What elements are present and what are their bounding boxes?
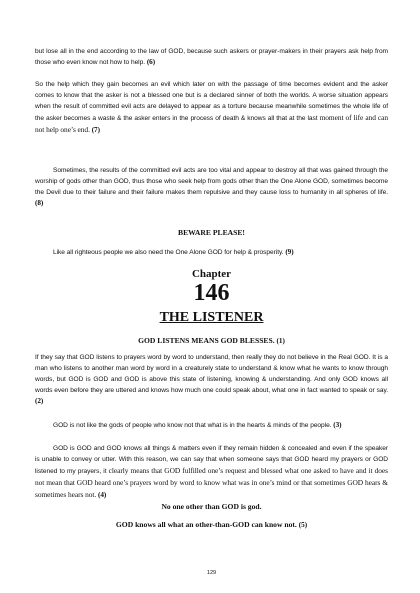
page-number: 129 <box>206 570 217 576</box>
verse-number: (9) <box>285 248 294 256</box>
verse-number: (7) <box>91 126 100 134</box>
statement-no-other: No one other than GOD is god. <box>161 502 262 511</box>
heading-text: GOD LISTENS MEANS GOD BLESSES. <box>138 336 275 345</box>
document-page <box>35 0 388 593</box>
verse-number: (3) <box>333 421 342 429</box>
paragraph-text: Like all righteous people we also need the One Alone GOD for help & prosperity. <box>53 249 284 256</box>
paragraph-text: but lose all in the end according to the law of GOD, because such askers or prayer-makers in their prayers ask help from those who even know not how to help. <box>35 48 388 66</box>
paragraph-text: Sometimes, the results of the committed evil acts are too vital and appear to destroy all that was gained through the worship of gods other than GOD, thus those who seek help from gods other than the One Alone GOD, sometimes become the Devil due to their failure and their failure makes them repulsive and they cause loss to humanity in all spheres of life. <box>35 167 388 196</box>
chapter-title: THE LISTENER <box>159 310 264 325</box>
paragraph-text-serif: moment of life and can not help one’s end. <box>35 113 388 134</box>
verse-number: (5) <box>298 521 308 529</box>
verse-number: (1) <box>276 337 285 345</box>
paragraph-text: So the help which they gain becomes an evil which later on with the passage of time becomes evident and the asker comes to know that the asker is not a blessed one but is a declared sinner of both the worlds. A worse situation appears when the result of committed evil acts are delayed to appear as a torture because meanwhile sometimes the whole life of the asker becomes a waste & the asker enters in the process of death & knows all that at the last <box>35 81 388 122</box>
paragraph-not-like-gods <box>35 420 388 431</box>
section-heading-listens <box>35 336 388 345</box>
paragraph-text: GOD is GOD and GOD knows all things & matters even if they remain hidden & concealed and even if the speaker is unable to convey or utter. With this reason, we can say that when someone says that GOD heard my prayers or GOD listened to my prayers, it <box>35 445 388 475</box>
chapter-number: 146 <box>193 280 230 306</box>
paragraph-text-serif: clearly means that GOD fulfilled one’s request and blessed what one asked to have and it does not mean that GOD heard one’s prayers word by word to know what was in one’s mind or that sometimes GOD hears & sometimes hears not. <box>35 466 388 499</box>
paragraph-text: If they say that GOD listens to prayers word by word to understand, then really they do not believe in the Real GOD. It is a man who listens to another man word by word in a creaturely state to understand & know what he wants to know through words, but GOD is GOD and GOD is above this state of listening, knowing & understanding. And only GOD knows all words even before they are uttered and knows how much one could speak about, what one in fact wanted to speak or say. <box>35 354 388 394</box>
paragraph-real-god <box>35 352 388 407</box>
statement-text: GOD knows all what an other-than-GOD can know not. <box>115 520 297 529</box>
verse-number: (8) <box>35 199 44 207</box>
statement-god-knows <box>35 520 388 529</box>
paragraph-god-knows <box>35 443 388 501</box>
chapter-label: Chapter <box>191 268 232 280</box>
paragraph-continuation <box>35 46 388 68</box>
paragraph-righteous <box>35 247 388 258</box>
verse-number: (4) <box>98 491 107 499</box>
section-heading-beware: BEWARE PLEASE! <box>178 228 245 237</box>
verse-number: (6) <box>146 58 156 66</box>
paragraph-text: GOD is not like the gods of people who know not that what is in the hearts & minds of the people. <box>53 422 332 429</box>
paragraph-results <box>35 165 388 209</box>
verse-number: (2) <box>35 397 44 405</box>
paragraph-help-evil <box>35 79 388 136</box>
